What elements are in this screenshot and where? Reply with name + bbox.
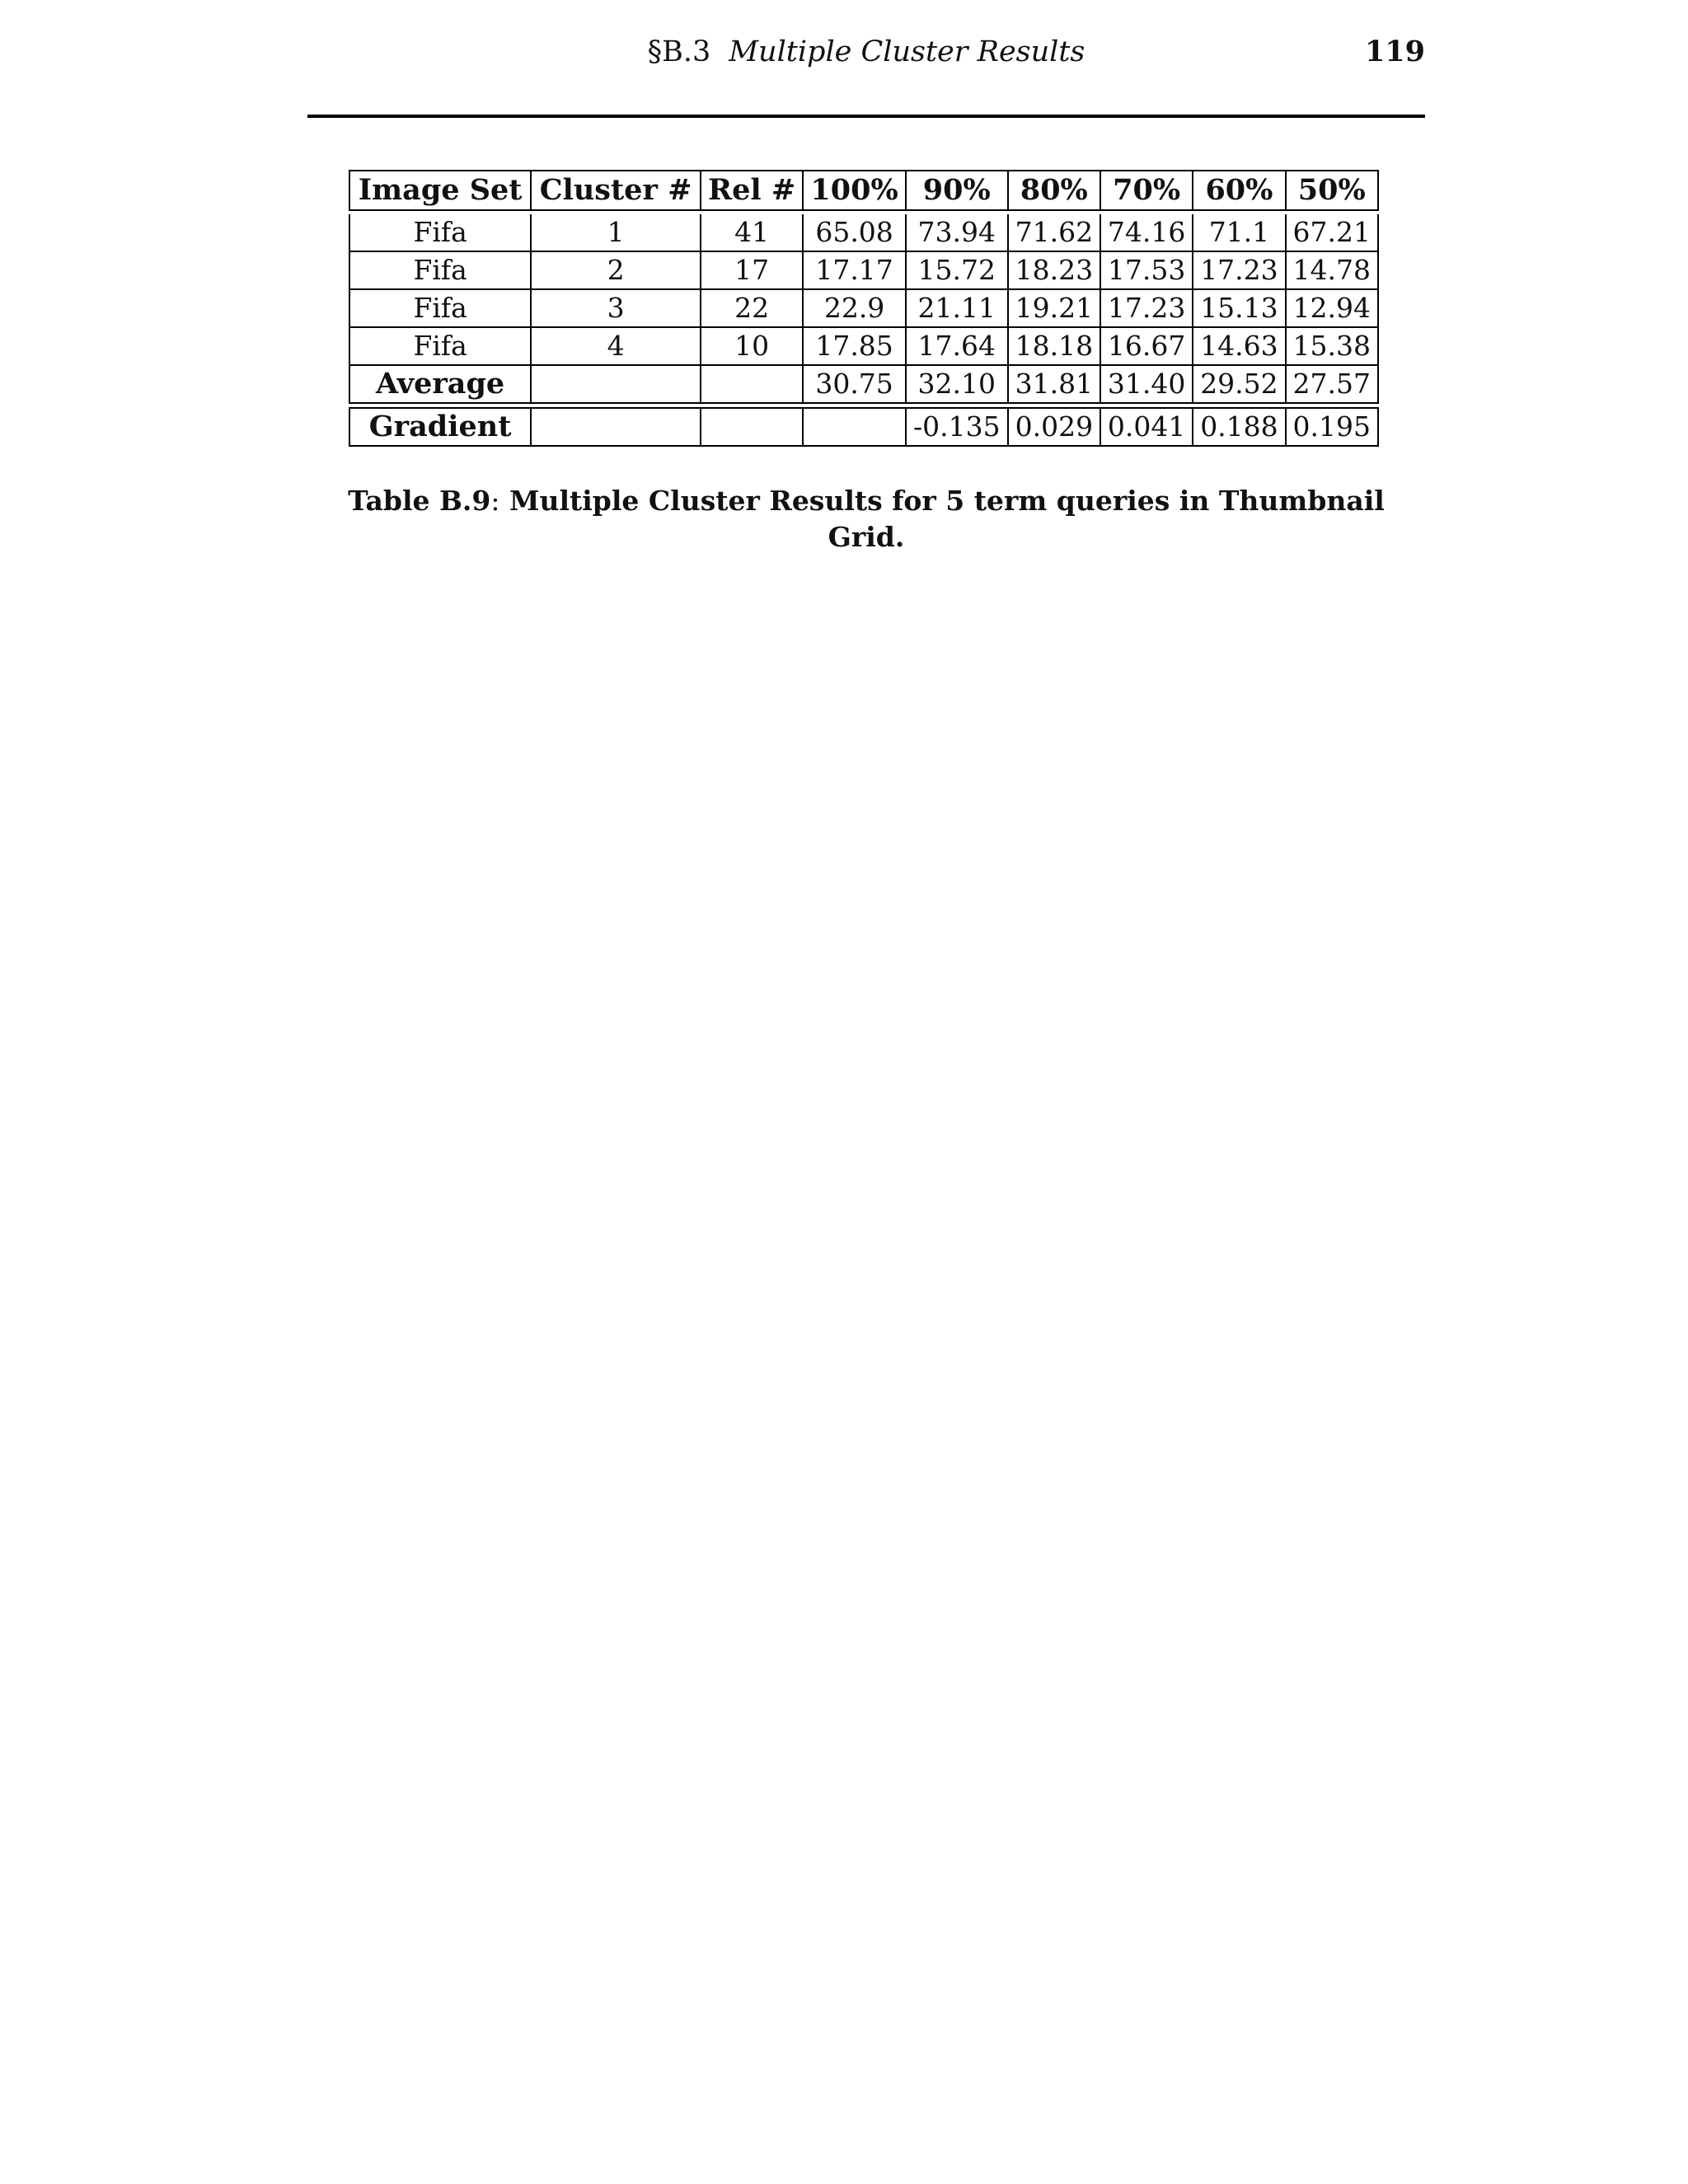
header-rule xyxy=(307,115,1425,118)
table-cell xyxy=(700,407,802,447)
table-cell: 19.21 xyxy=(1007,290,1100,328)
table-cell: 22 xyxy=(700,290,802,328)
table-cell: 1 xyxy=(530,214,700,252)
column-header: Rel # xyxy=(700,170,802,211)
table-cell: 0.188 xyxy=(1192,407,1284,447)
results-table xyxy=(349,170,1379,447)
page-number: 119 xyxy=(1364,35,1425,68)
table-cell: 15.13 xyxy=(1192,290,1284,328)
table-cell: 22.9 xyxy=(802,290,905,328)
gradient-row xyxy=(349,407,1379,447)
table-cell: 16.67 xyxy=(1100,328,1192,366)
table-cell: 17.64 xyxy=(905,328,1007,366)
table-cell: 73.94 xyxy=(905,214,1007,252)
table-cell: 27.57 xyxy=(1285,366,1379,404)
table-cell: 17.85 xyxy=(802,328,905,366)
caption-label: Table B.9 xyxy=(348,485,491,517)
running-title xyxy=(307,31,1425,73)
table-row xyxy=(349,252,1379,290)
column-header: 70% xyxy=(1100,170,1192,211)
table-cell: 32.10 xyxy=(905,366,1007,404)
gradient-label: Gradient xyxy=(349,407,530,447)
table-cell: 21.11 xyxy=(905,290,1007,328)
table-cell: 0.029 xyxy=(1007,407,1100,447)
table-cell: -0.135 xyxy=(905,407,1007,447)
column-header: 80% xyxy=(1007,170,1100,211)
table-row xyxy=(349,214,1379,252)
column-header: 100% xyxy=(802,170,905,211)
table-cell: 14.63 xyxy=(1192,328,1284,366)
caption-separator: : xyxy=(490,485,500,517)
table-cell: 15.38 xyxy=(1285,328,1379,366)
table-cell: 17.17 xyxy=(802,252,905,290)
table-cell: 12.94 xyxy=(1285,290,1379,328)
average-row xyxy=(349,366,1379,404)
table-row xyxy=(349,328,1379,366)
table-cell: 65.08 xyxy=(802,214,905,252)
table-cell: 14.78 xyxy=(1285,252,1379,290)
column-header: Cluster # xyxy=(530,170,700,211)
table-cell: 10 xyxy=(700,328,802,366)
table-row xyxy=(349,290,1379,328)
table-cell: Fifa xyxy=(349,252,530,290)
table-cell: 2 xyxy=(530,252,700,290)
table-cell: 71.62 xyxy=(1007,214,1100,252)
column-header: 90% xyxy=(905,170,1007,211)
column-header: 50% xyxy=(1285,170,1379,211)
column-header: 60% xyxy=(1192,170,1284,211)
table-cell: 17 xyxy=(700,252,802,290)
table-cell: Fifa xyxy=(349,328,530,366)
table-cell: 0.195 xyxy=(1285,407,1379,447)
table-cell: 71.1 xyxy=(1192,214,1284,252)
table-header-row xyxy=(349,170,1379,211)
table-cell: Fifa xyxy=(349,290,530,328)
table-cell: 4 xyxy=(530,328,700,366)
caption-text: Multiple Cluster Results for 5 term queries in Thumbnail Grid. xyxy=(499,485,1385,553)
table-cell: 31.81 xyxy=(1007,366,1100,404)
table-cell: 18.23 xyxy=(1007,252,1100,290)
average-label: Average xyxy=(349,366,530,404)
table-cell: 29.52 xyxy=(1192,366,1284,404)
table-cell: Fifa xyxy=(349,214,530,252)
section-title: Multiple Cluster Results xyxy=(729,35,1085,68)
column-header: Image Set xyxy=(349,170,530,211)
table-cell xyxy=(700,366,802,404)
table-cell: 17.23 xyxy=(1192,252,1284,290)
table-cell: 31.40 xyxy=(1100,366,1192,404)
table-cell: 17.53 xyxy=(1100,252,1192,290)
table-cell: 0.041 xyxy=(1100,407,1192,447)
table-cell xyxy=(802,407,905,447)
table-caption xyxy=(307,483,1425,555)
table-cell xyxy=(530,407,700,447)
table-cell: 3 xyxy=(530,290,700,328)
table-cell: 17.23 xyxy=(1100,290,1192,328)
table-cell: 18.18 xyxy=(1007,328,1100,366)
running-header xyxy=(307,31,1425,73)
section-number: §B.3 xyxy=(647,35,711,68)
table-cell: 74.16 xyxy=(1100,214,1192,252)
table-cell: 41 xyxy=(700,214,802,252)
table-cell: 30.75 xyxy=(802,366,905,404)
table-cell xyxy=(530,366,700,404)
table-cell: 15.72 xyxy=(905,252,1007,290)
table-cell: 67.21 xyxy=(1285,214,1379,252)
